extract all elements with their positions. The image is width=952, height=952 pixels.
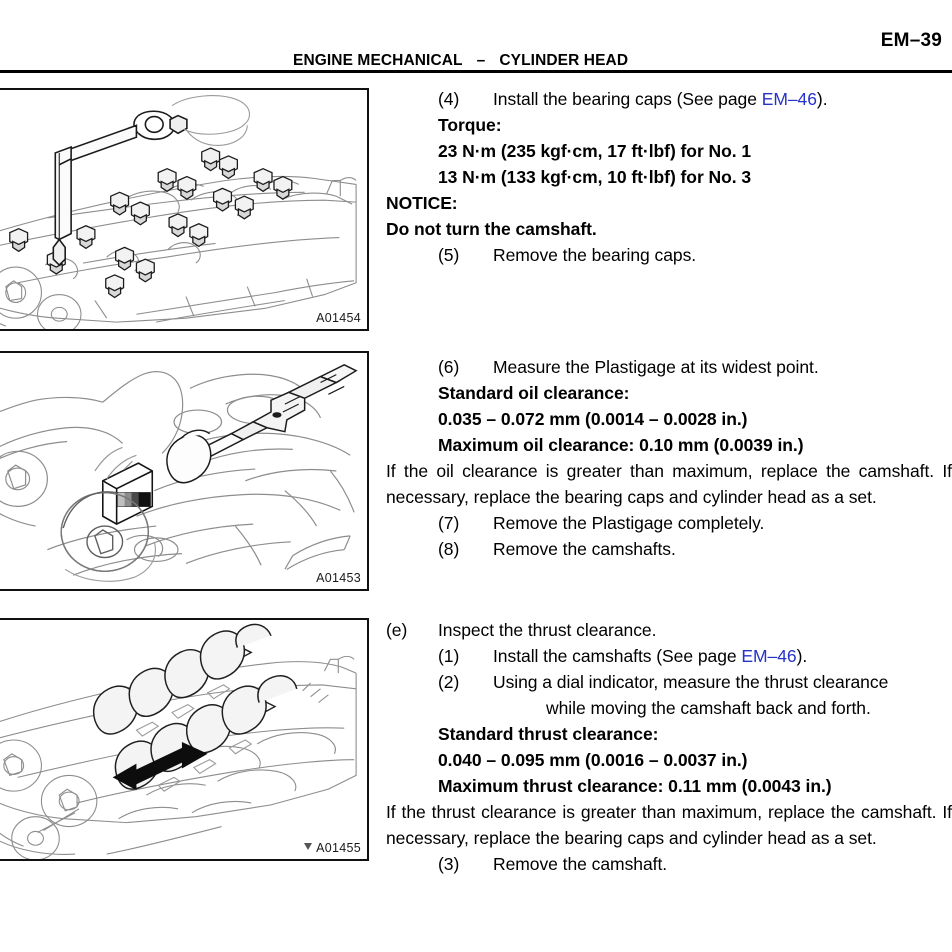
step-text-tail: ). <box>816 89 828 109</box>
step-item <box>386 669 952 695</box>
step-enumerator: (6) <box>438 357 460 377</box>
torque-label: Torque: <box>438 115 502 135</box>
standard-oil-clearance-label: Standard oil clearance: <box>438 383 630 403</box>
step-item <box>386 851 952 877</box>
step-enumerator: (8) <box>438 539 460 559</box>
standard-thrust-clearance-label: Standard thrust clearance: <box>438 724 659 744</box>
step-text: Measure the Plastigage at its widest point. <box>493 357 819 377</box>
notice-text: Do not turn the camshaft. <box>386 219 597 239</box>
step-text: Install the bearing caps (See page <box>493 89 762 109</box>
step-text-tail: ). <box>796 646 808 666</box>
step-item <box>386 242 952 268</box>
torque-spec-no1: 23 N·m (235 kgf·cm, 17 ft·lbf) for No. 1 <box>438 141 752 161</box>
step-item <box>386 354 952 380</box>
oil-clearance-note: If the oil clearance is greater than maximum, replace the camshaft. If necessary, replace the bearing caps and cylinder head as a set. <box>386 461 952 507</box>
page-number: EM–39 <box>880 30 942 51</box>
substep-item <box>386 617 952 643</box>
standard-oil-clearance-value: 0.035 – 0.072 mm (0.0014 – 0.0028 in.) <box>438 409 748 429</box>
step-enumerator: (2) <box>438 672 460 692</box>
torque-spec-no3: 13 N·m (133 kgf·cm, 10 ft·lbf) for No. 3 <box>438 167 752 187</box>
figure-thrust-clearance <box>0 618 369 861</box>
step-enumerator: (4) <box>438 89 460 109</box>
step-item <box>386 643 952 669</box>
figure-3-illustration <box>0 620 367 859</box>
step-text-continued: while moving the camshaft back and forth. <box>546 698 871 718</box>
header-subsection: CYLINDER HEAD <box>499 52 629 69</box>
page-reference-link[interactable]: EM–46 <box>761 89 817 109</box>
step-item <box>386 510 952 536</box>
step-item <box>386 536 952 562</box>
step-text: Remove the Plastigage completely. <box>493 513 765 533</box>
step-text: Remove the bearing caps. <box>493 245 697 265</box>
header-divider <box>0 70 952 73</box>
page-header <box>0 52 952 70</box>
triangle-marker-icon <box>304 843 312 850</box>
substep-text: Inspect the thrust clearance. <box>438 620 657 640</box>
standard-thrust-clearance-value: 0.040 – 0.095 mm (0.0016 – 0.0037 in.) <box>438 750 748 770</box>
figure-code: A01454 <box>313 311 361 325</box>
instruction-block-thrust-clearance <box>386 617 952 877</box>
figure-bearing-cap-torque <box>0 88 369 331</box>
figure-code: A01455 <box>301 841 361 855</box>
header-section: ENGINE MECHANICAL <box>293 52 463 69</box>
step-enumerator: (1) <box>438 646 460 666</box>
maximum-oil-clearance-value: Maximum oil clearance: 0.10 mm (0.0039 in.) <box>438 435 804 455</box>
substep-enumerator: (e) <box>386 620 408 640</box>
step-text: Install the camshafts (See page <box>493 646 742 666</box>
figure-2-illustration <box>0 353 367 589</box>
step-enumerator: (3) <box>438 854 460 874</box>
instruction-block-oil-clearance <box>386 354 952 562</box>
thrust-clearance-note: If the thrust clearance is greater than maximum, replace the camshaft. If necessary, replace the bearing caps and cylinder head as a set. <box>386 802 952 848</box>
notice-heading: NOTICE: <box>386 193 458 213</box>
step-text: Remove the camshafts. <box>493 539 676 559</box>
figure-code: A01453 <box>313 571 361 585</box>
figure-plastigage-measure <box>0 351 369 591</box>
header-title <box>293 52 628 70</box>
maximum-thrust-clearance-value: Maximum thrust clearance: 0.11 mm (0.0043 in.) <box>438 776 832 796</box>
page-reference-link[interactable]: EM–46 <box>741 646 797 666</box>
figure-1-illustration <box>0 90 367 329</box>
header-separator: – <box>476 52 486 69</box>
step-text: Using a dial indicator, measure the thrust clearance <box>493 672 889 692</box>
step-text: Remove the camshaft. <box>493 854 668 874</box>
step-enumerator: (5) <box>438 245 460 265</box>
step-enumerator: (7) <box>438 513 460 533</box>
step-item <box>386 86 952 112</box>
instruction-block-bearing-caps <box>386 86 952 268</box>
